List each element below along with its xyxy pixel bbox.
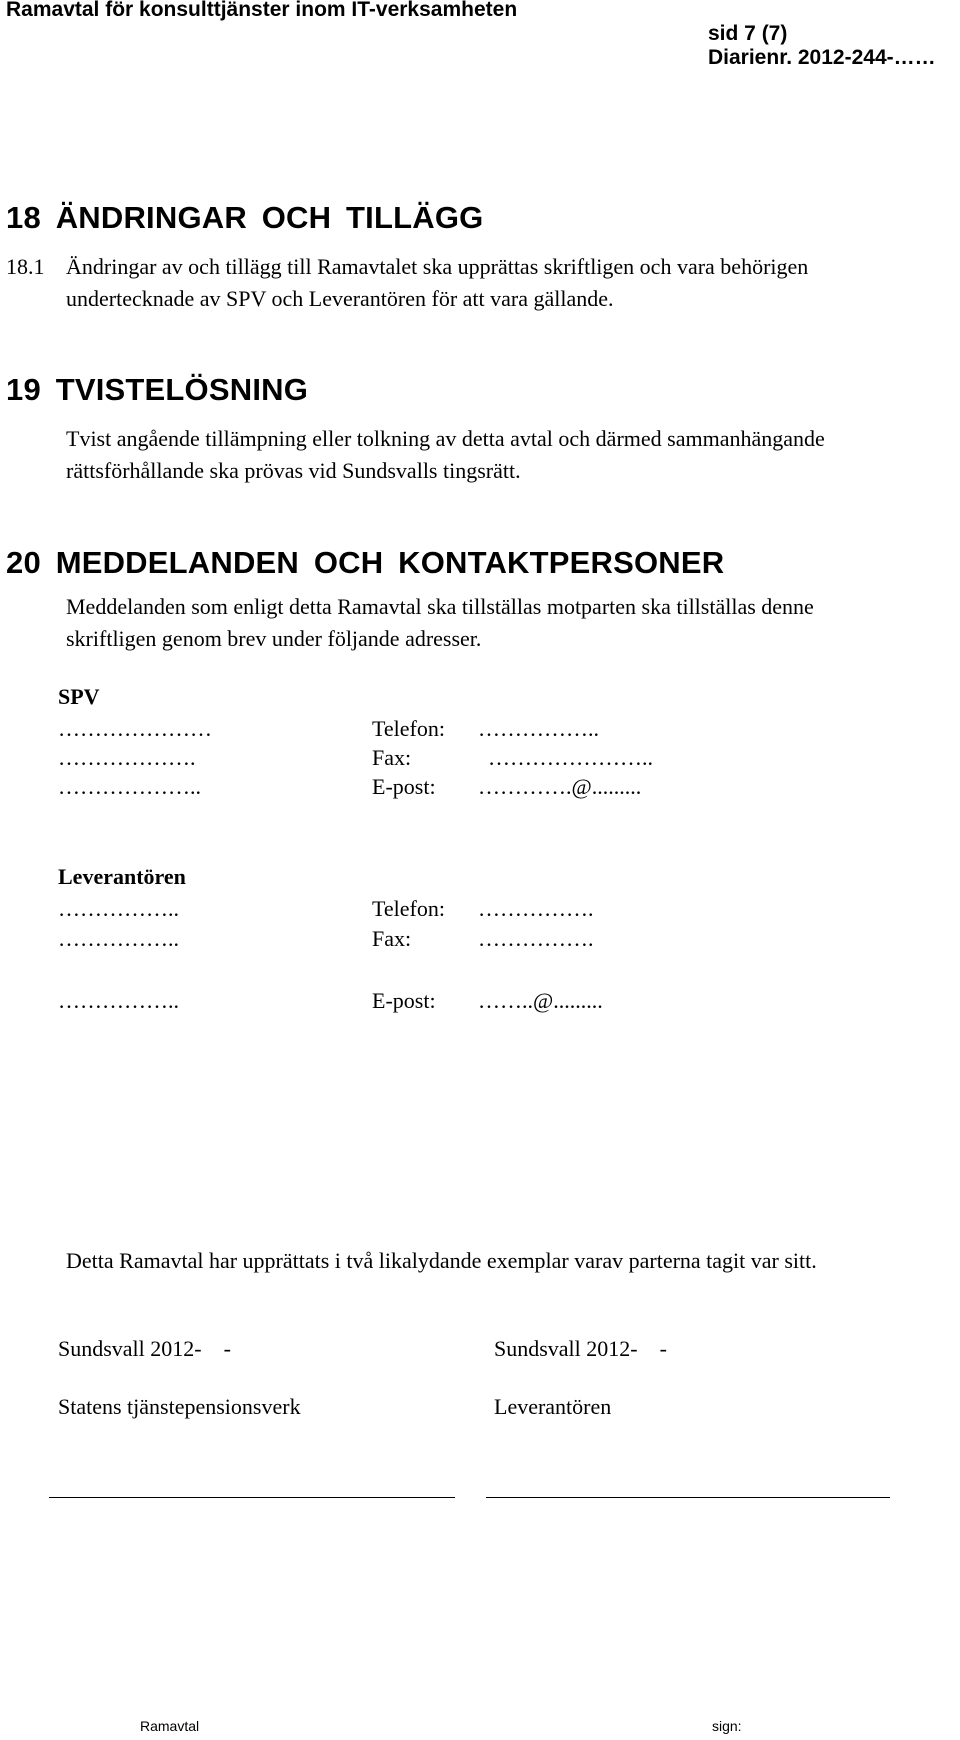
footer-sign-label: sign: [712,1718,742,1734]
section-20-line-2: skriftligen genom brev under följande adresser. [66,626,482,651]
right-signature-line [486,1497,890,1498]
spv-email-value: ………….@......... [478,774,642,799]
spv-fax-label: Fax: [372,745,412,770]
spv-fax-value: ………………….. [488,745,653,770]
section-18-heading: 18 ÄNDRINGAR OCH TILLÄGG [6,200,484,235]
supplier-fax-value: ……………. [478,926,594,951]
left-place-date: Sundsvall 2012- - [58,1336,231,1361]
right-place-date: Sundsvall 2012- - [494,1336,667,1361]
spv-phone-value: …………….. [478,716,599,741]
page-number: sid 7 (7) [708,22,788,45]
spv-address-line: ………………… [58,716,212,741]
spv-phone-label: Telefon: [372,716,445,741]
clause-18-1-number: 18.1 [6,254,45,279]
section-20-heading: 20 MEDDELANDEN OCH KONTAKTPERSONER [6,545,725,580]
spv-address-line: ………………. [58,745,196,770]
left-signature-line [49,1497,455,1498]
footer-label: Ramavtal [140,1718,200,1734]
closing-statement: Detta Ramavtal har upprättats i två likalydande exemplar varav parterna tagit var sitt. [66,1248,817,1273]
spv-address-line: ……………….. [58,774,201,799]
supplier-address-line: …………….. [58,988,179,1013]
supplier-email-value: ……..@......... [478,988,603,1013]
supplier-fax-label: Fax: [372,926,412,951]
section-20-line-1: Meddelanden som enligt detta Ramavtal ska tillställas motparten ska tillställas denne [66,594,814,619]
supplier-email-label: E-post: [372,988,436,1013]
clause-18-1-line-2: undertecknade av SPV och Leverantören för att vara gällande. [66,286,614,311]
clause-18-1-line-1: Ändringar av och tillägg till Ramavtalet ska upprättas skriftligen och vara behörigen [66,254,809,279]
left-party-name: Statens tjänstepensionsverk [58,1394,301,1419]
spv-title: SPV [58,684,100,709]
section-19-heading: 19 TVISTELÖSNING [6,372,309,407]
supplier-title: Leverantören [58,864,186,889]
spv-email-label: E-post: [372,774,436,799]
section-19-line-1: Tvist angående tillämpning eller tolkning av detta avtal och därmed sammanhängande [66,426,825,451]
supplier-address-line: …………….. [58,896,179,921]
document-title: Ramavtal för konsulttjänster inom IT-verksamheten [6,0,518,21]
supplier-address-line: …………….. [58,926,179,951]
section-19-line-2: rättsförhållande ska prövas vid Sundsvalls tingsrätt. [66,458,521,483]
supplier-phone-label: Telefon: [372,896,445,921]
right-party-name: Leverantören [494,1394,612,1419]
supplier-phone-value: ……………. [478,896,594,921]
diarienr: Diarienr. 2012-244-…… [708,46,936,69]
